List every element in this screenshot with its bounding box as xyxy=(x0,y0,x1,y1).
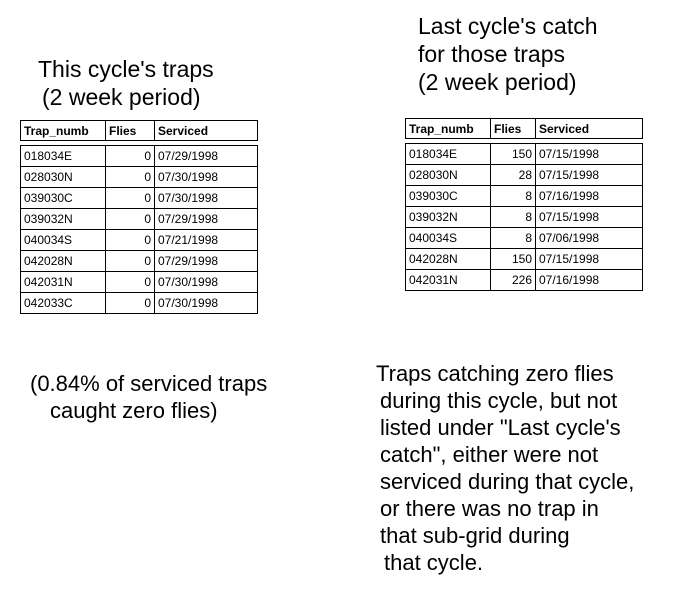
footnote-line: caught zero flies) xyxy=(50,398,218,423)
trap-cell: 040034S xyxy=(406,228,491,249)
last-cycle-table xyxy=(405,118,643,291)
table-row xyxy=(406,207,643,228)
flies-cell: 0 xyxy=(106,293,155,314)
heading-line: (2 week period) xyxy=(418,69,577,95)
table-header-row xyxy=(406,119,643,139)
heading-line: Last cycle's catch xyxy=(418,13,598,39)
note-line: or there was no trap in xyxy=(380,496,599,521)
column-header-serviced: Serviced xyxy=(536,119,643,139)
flies-cell: 8 xyxy=(491,186,536,207)
trap-cell: 039032N xyxy=(21,209,106,230)
flies-cell: 8 xyxy=(491,207,536,228)
this-cycle-heading xyxy=(38,55,214,111)
serviced-cell: 07/15/1998 xyxy=(536,249,643,270)
trap-cell: 028030N xyxy=(21,167,106,188)
this-cycle-table xyxy=(20,120,258,314)
column-header-flies: Flies xyxy=(491,119,536,139)
serviced-cell: 07/15/1998 xyxy=(536,207,643,228)
flies-cell: 226 xyxy=(491,270,536,291)
explanation-note xyxy=(376,360,634,576)
table-row xyxy=(21,272,258,293)
serviced-cell: 07/16/1998 xyxy=(536,186,643,207)
serviced-cell: 07/15/1998 xyxy=(536,144,643,165)
column-header-serviced: Serviced xyxy=(155,121,258,141)
trap-cell: 042033C xyxy=(21,293,106,314)
last-cycle-heading xyxy=(418,12,598,96)
table-row xyxy=(21,230,258,251)
footnote-line: (0.84% of serviced traps xyxy=(30,371,268,396)
table-row xyxy=(406,270,643,291)
table-row xyxy=(406,144,643,165)
trap-cell: 039030C xyxy=(406,186,491,207)
flies-cell: 0 xyxy=(106,167,155,188)
table-row xyxy=(406,165,643,186)
trap-cell: 042028N xyxy=(406,249,491,270)
heading-line: for those traps xyxy=(418,41,566,67)
trap-cell: 028030N xyxy=(406,165,491,186)
note-line: catch", either were not xyxy=(380,442,599,467)
table-row xyxy=(406,249,643,270)
note-line: that sub-grid during xyxy=(380,523,570,548)
trap-cell: 018034E xyxy=(406,144,491,165)
flies-cell: 0 xyxy=(106,146,155,167)
table-row xyxy=(21,293,258,314)
flies-cell: 0 xyxy=(106,209,155,230)
serviced-cell: 07/06/1998 xyxy=(536,228,643,249)
table-header-row xyxy=(21,121,258,141)
note-line: listed under "Last cycle's xyxy=(380,415,621,440)
serviced-cell: 07/30/1998 xyxy=(155,167,258,188)
table-row xyxy=(21,167,258,188)
table-row xyxy=(406,186,643,207)
zero-flies-footnote xyxy=(30,370,267,424)
flies-cell: 150 xyxy=(491,249,536,270)
flies-cell: 0 xyxy=(106,272,155,293)
trap-cell: 039030C xyxy=(21,188,106,209)
trap-cell: 042031N xyxy=(406,270,491,291)
serviced-cell: 07/21/1998 xyxy=(155,230,258,251)
table-row xyxy=(21,188,258,209)
flies-cell: 28 xyxy=(491,165,536,186)
table-row xyxy=(406,228,643,249)
serviced-cell: 07/29/1998 xyxy=(155,209,258,230)
trap-cell: 042028N xyxy=(21,251,106,272)
table-row xyxy=(21,209,258,230)
trap-cell: 018034E xyxy=(21,146,106,167)
trap-cell: 039032N xyxy=(406,207,491,228)
flies-cell: 8 xyxy=(491,228,536,249)
serviced-cell: 07/15/1998 xyxy=(536,165,643,186)
flies-cell: 0 xyxy=(106,188,155,209)
note-line: during this cycle, but not xyxy=(380,388,618,413)
trap-cell: 042031N xyxy=(21,272,106,293)
column-header-trap: Trap_numb xyxy=(406,119,491,139)
serviced-cell: 07/16/1998 xyxy=(536,270,643,291)
column-header-flies: Flies xyxy=(106,121,155,141)
serviced-cell: 07/30/1998 xyxy=(155,293,258,314)
serviced-cell: 07/29/1998 xyxy=(155,146,258,167)
flies-cell: 0 xyxy=(106,230,155,251)
trap-cell: 040034S xyxy=(21,230,106,251)
table-row xyxy=(21,251,258,272)
flies-cell: 0 xyxy=(106,251,155,272)
flies-cell: 150 xyxy=(491,144,536,165)
column-header-trap: Trap_numb xyxy=(21,121,106,141)
table-row xyxy=(21,146,258,167)
note-line: serviced during that cycle, xyxy=(380,469,635,494)
serviced-cell: 07/29/1998 xyxy=(155,251,258,272)
heading-line: (2 week period) xyxy=(42,84,201,110)
serviced-cell: 07/30/1998 xyxy=(155,188,258,209)
note-line: that cycle. xyxy=(384,550,484,575)
heading-line: This cycle's traps xyxy=(38,56,214,82)
note-line: Traps catching zero flies xyxy=(376,361,614,386)
serviced-cell: 07/30/1998 xyxy=(155,272,258,293)
